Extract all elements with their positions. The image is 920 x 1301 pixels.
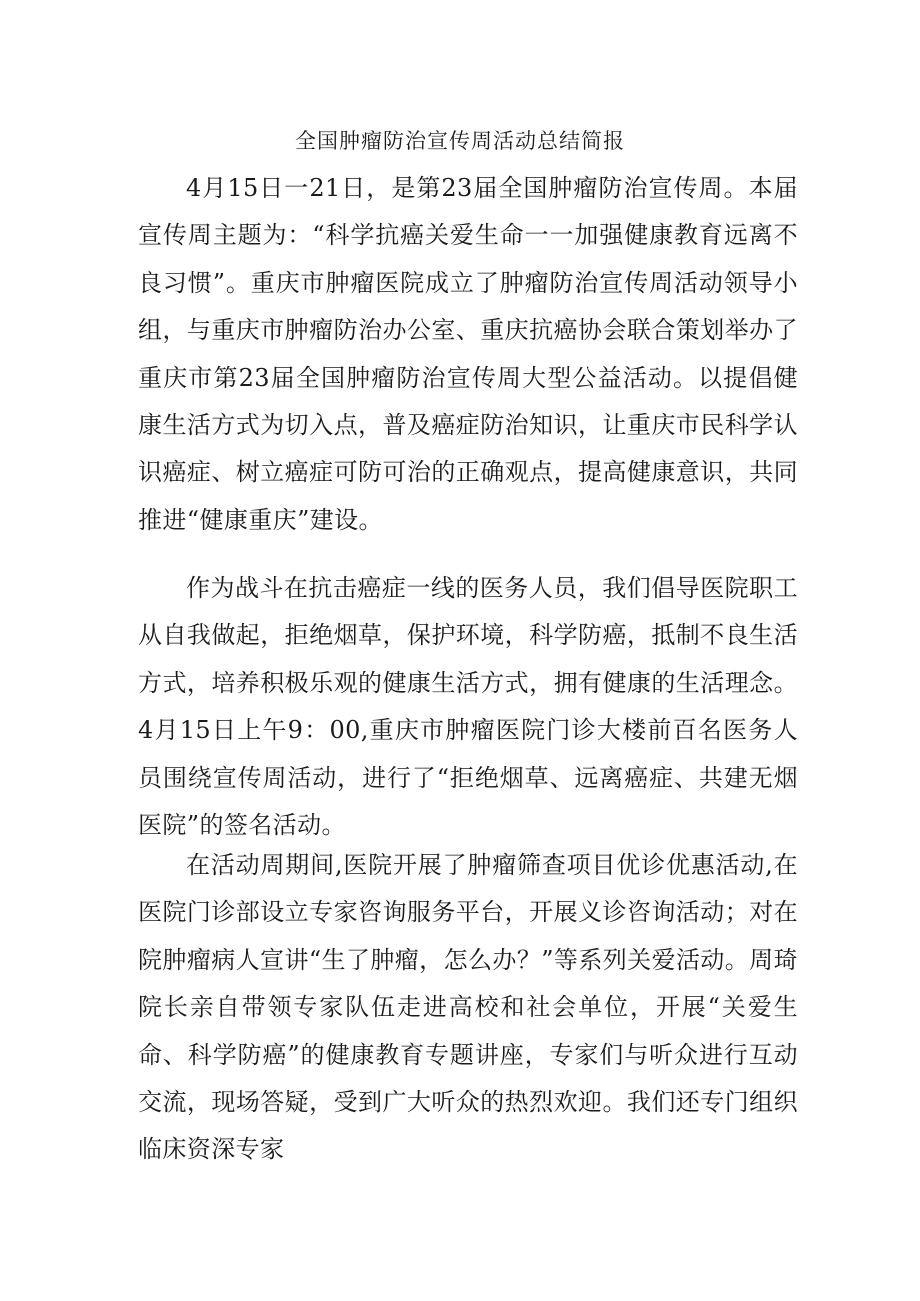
paragraph-2: 作为战斗在抗击癌症一线的医务人员，我们倡导医院职工从自我做起，拒绝烟草，保护环境，科学防癌，抵制不良生活方式，培养积极乐观的健康生活方式，拥有健康的生活理念。4月15日上午9：00,重庆市肿瘤医院门诊大楼前百名医务人员围绕宣传周活动，进行了“拒绝烟草、远离癌症、共建无烟医院”的签名活动。 [138, 574, 798, 840]
document-title: 全国肿瘤防治宣传周活动总结简报 [295, 129, 625, 153]
paragraph-1: 4月15日一21日，是第23届全国肿瘤防治宣传周。本届宣传周主题为：“科学抗癌关爱生命一一加强健康教育远离不良习惯”。重庆市肿瘤医院成立了肿瘤防治宣传周活动领导小组，与重庆市肿瘤防治办公室、重庆抗癌协会联合策划举办了重庆市第23届全国肿瘤防治宣传周大型公益活动。以提倡健康生活方式为切入点，普及癌症防治知识，让重庆市民科学认识癌症、树立癌症可防可治的正确观点，提高健康意识，共同推进“健康重庆”建设。 [138, 174, 798, 534]
paragraph-3: 在活动周期间,医院开展了肿瘤筛查项目优诊优惠活动,在医院门诊部设立专家咨询服务平台，开展义诊咨询活动；对在院肿瘤病人宣讲“生了肿瘤，怎么办？”等系列关爱活动。周琦院长亲自带领专家队伍走进高校和社会单位，开展“关爱生命、科学防癌”的健康教育专题讲座，专家们与听众进行互动交流，现场答疑，受到广大听众的热烈欢迎。我们还专门组织临床资深专家 [138, 851, 798, 1164]
